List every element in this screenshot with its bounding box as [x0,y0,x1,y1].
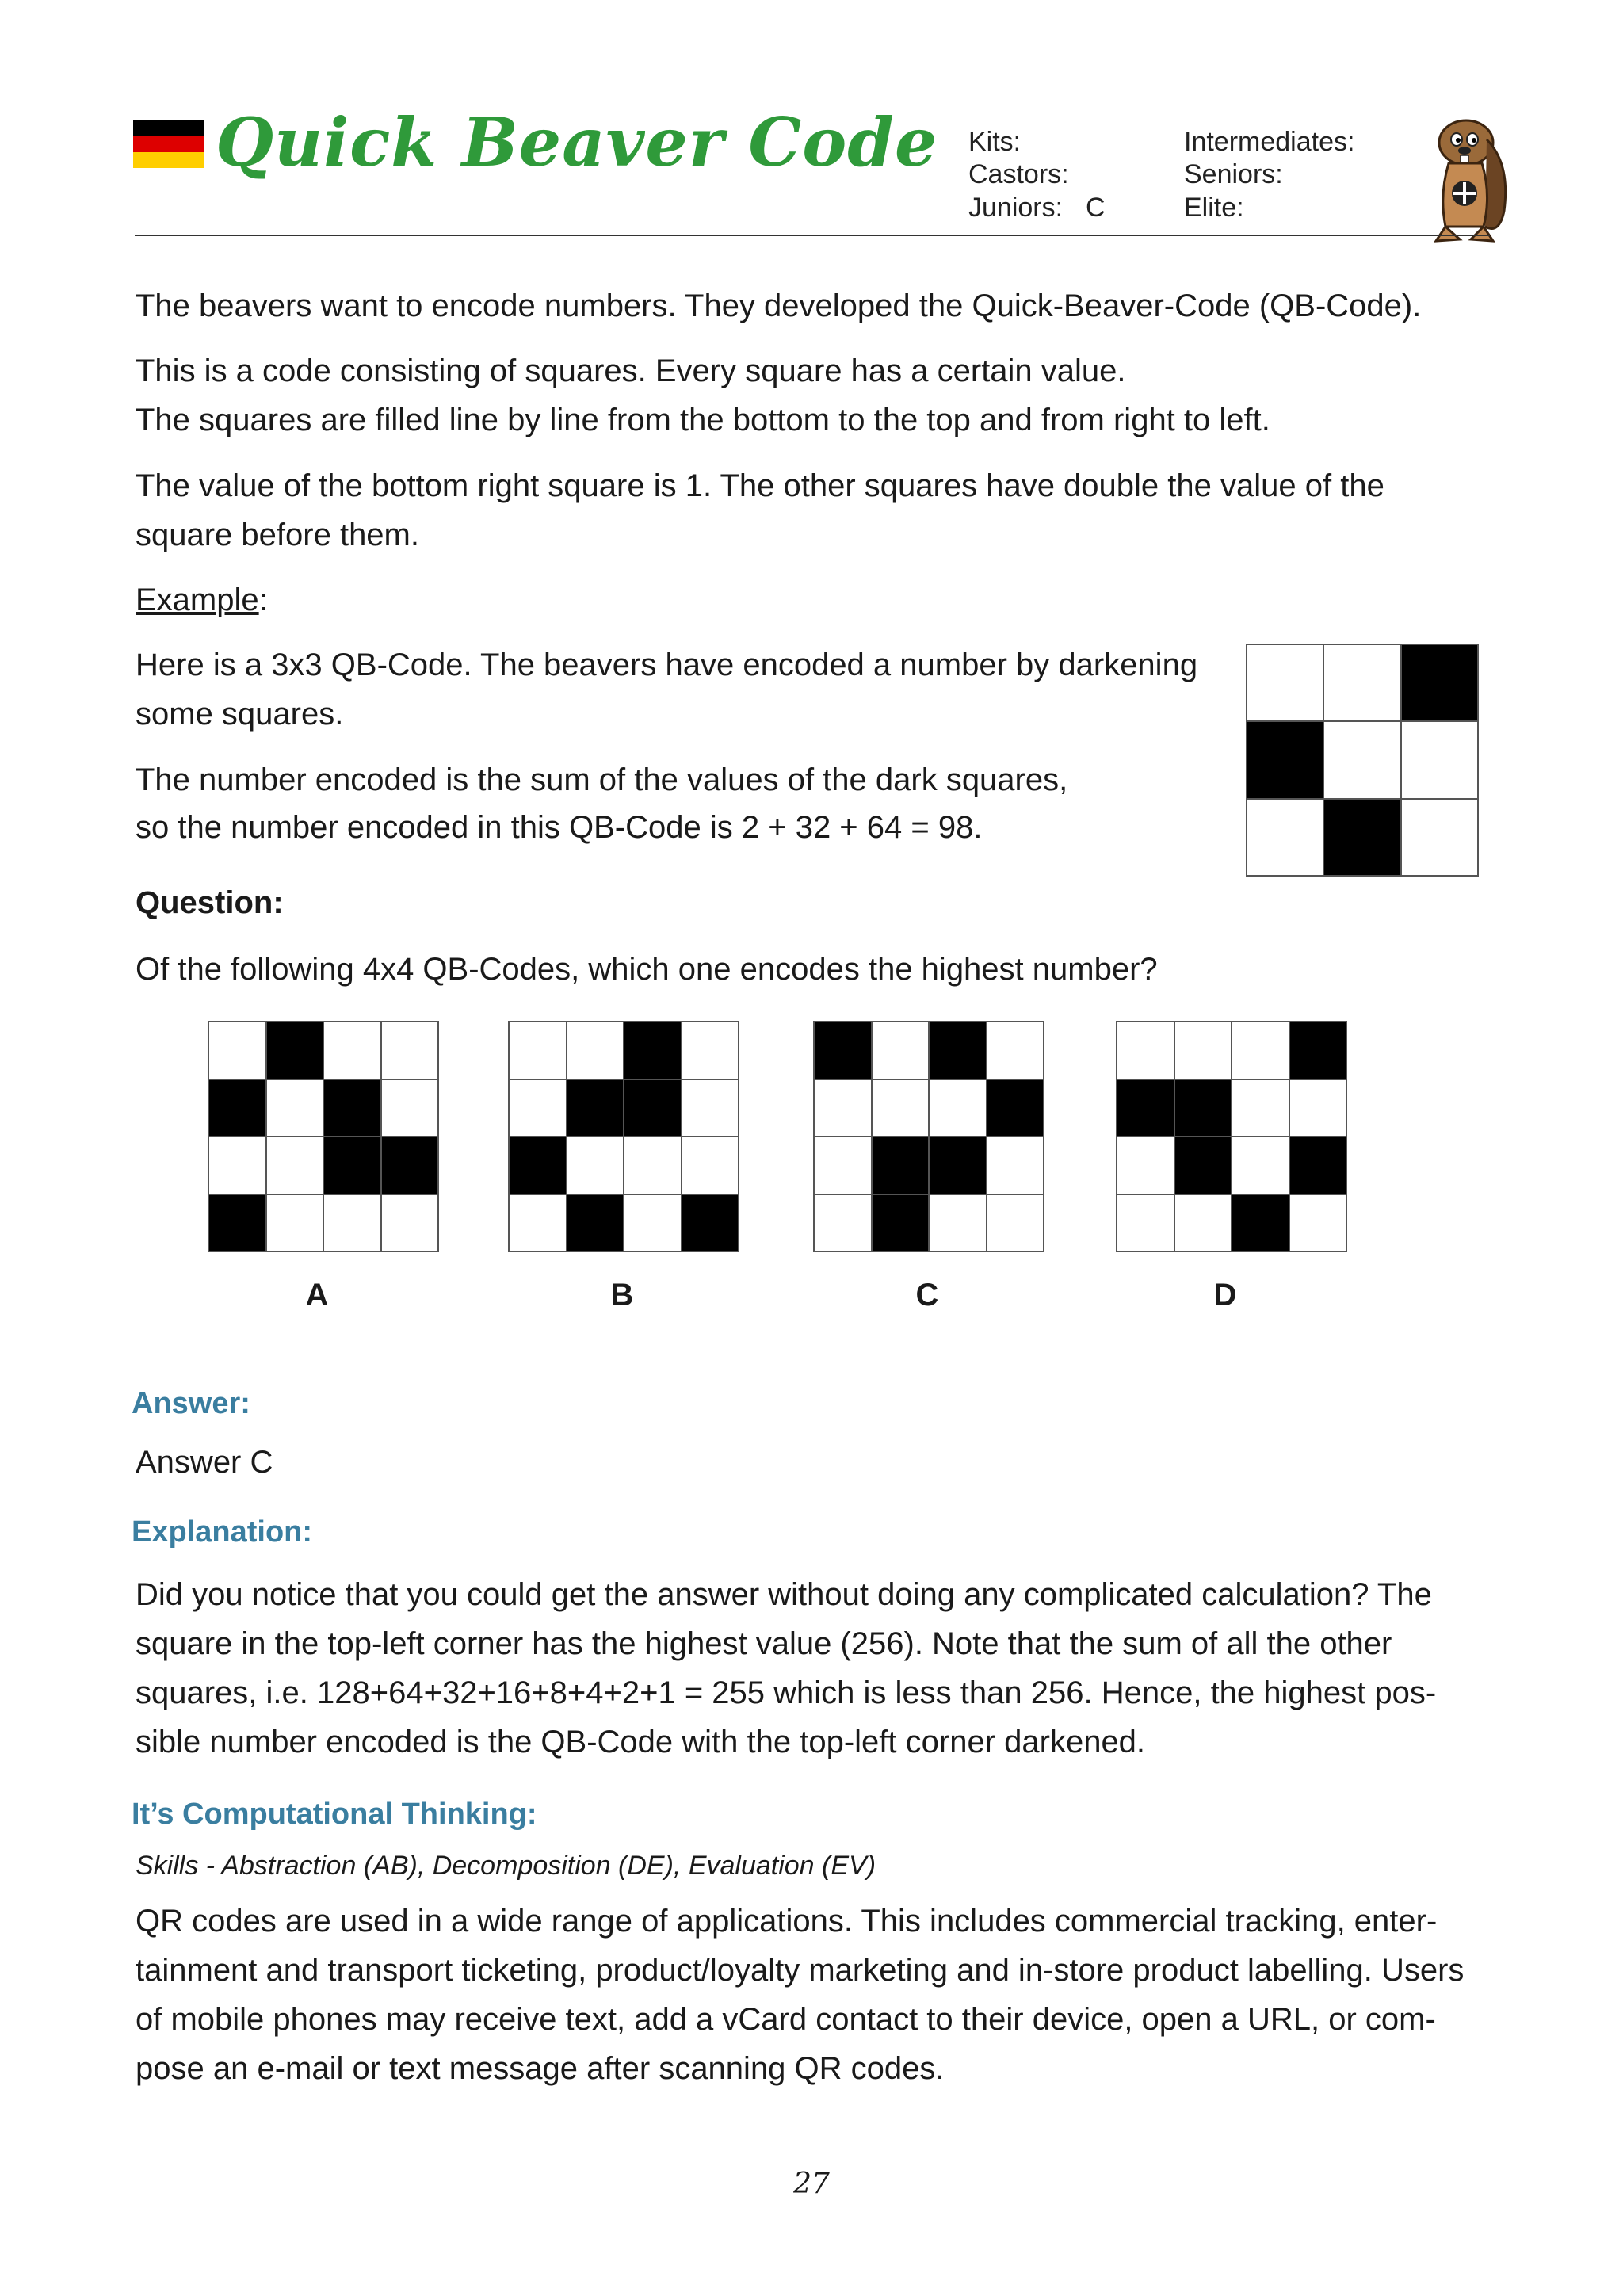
intro-paragraph-3b: square before them. [136,518,419,552]
page-number: 27 [793,2168,830,2200]
category-juniors: Juniors: [968,193,1064,223]
light-square [624,1137,681,1194]
light-square [815,1195,871,1251]
skills-line: Skills - Abstraction (AB), Decomposition (DE), Evaluation (EV) [136,1851,876,1881]
light-square [209,1022,265,1079]
example-text-1a: Here is a 3x3 QB-Code. The beavers have encoded a number by darkening [136,648,1198,682]
category-elite: Elite: [1184,193,1244,223]
light-square [1117,1022,1174,1079]
beaver-mascot-icon [1417,116,1512,246]
question-label: Question: [136,885,284,920]
light-square [1232,1137,1289,1194]
light-square [1175,1022,1232,1079]
light-square [682,1137,739,1194]
dark-square [873,1137,929,1194]
ct-line-3: of mobile phones may receive text, add a vCard contact to their device, open a URL, or com- [136,2002,1436,2037]
light-square [267,1195,323,1251]
light-square [624,1195,681,1251]
computational-thinking-label: It’s Computational Thinking: [132,1797,537,1831]
dark-square [1402,645,1477,720]
dark-square [324,1080,380,1137]
dark-square [1290,1137,1346,1194]
category-juniors-value: C [1086,193,1106,223]
intro-paragraph-2b: The squares are filled line by line from the bottom to the top and from right to left. [136,403,1270,437]
light-square [324,1022,380,1079]
light-square [1232,1080,1289,1137]
explanation-label: Explanation: [132,1515,313,1549]
category-intermediates: Intermediates: [1184,127,1355,157]
dark-square [930,1022,986,1079]
answer-text: Answer C [136,1445,273,1480]
dark-square [382,1137,438,1194]
explanation-line-3: squares, i.e. 128+64+32+16+8+4+2+1 = 255 which is less than 256. Hence, the highest pos- [136,1675,1437,1710]
ct-line-1: QR codes are used in a wide range of applications. This includes commercial tracking, enter- [136,1904,1438,1939]
dark-square [267,1022,323,1079]
dark-square [873,1195,929,1251]
light-square [987,1022,1044,1079]
category-castors: Castors: [968,159,1069,189]
option-b-grid[interactable] [508,1021,739,1252]
example-text-2a: The number encoded is the sum of the values of the dark squares, [136,762,1068,797]
light-square [1247,800,1323,875]
light-square [1117,1137,1174,1194]
light-square [324,1195,380,1251]
german-flag-icon [133,120,204,168]
light-square [510,1195,566,1251]
dark-square [1324,800,1400,875]
light-square [815,1080,871,1137]
question-text: Of the following 4x4 QB-Codes, which one encodes the highest number? [136,952,1158,987]
dark-square [1232,1195,1289,1251]
option-c-grid[interactable] [813,1021,1044,1252]
dark-square [324,1137,380,1194]
option-d-grid[interactable] [1116,1021,1347,1252]
light-square [682,1080,739,1137]
dark-square [567,1195,624,1251]
answer-label: Answer: [132,1387,250,1420]
light-square [382,1080,438,1137]
light-square [510,1080,566,1137]
dark-square [510,1137,566,1194]
light-square [1290,1080,1346,1137]
intro-paragraph-3a: The value of the bottom right square is 1. The other squares have double the value of the [136,468,1384,503]
light-square [1175,1195,1232,1251]
dark-square [624,1080,681,1137]
intro-paragraph-1: The beavers want to encode numbers. They developed the Quick-Beaver-Code (QB-Code). [136,288,1422,323]
light-square [567,1137,624,1194]
dark-square [1290,1022,1346,1079]
light-square [209,1137,265,1194]
option-a-label: A [305,1278,329,1312]
explanation-line-2: square in the top-left corner has the highest value (256). Note that the sum of all the other [136,1626,1392,1661]
option-d-label: D [1213,1278,1237,1312]
dark-square [682,1195,739,1251]
light-square [1324,645,1400,720]
option-a-grid[interactable] [208,1021,439,1252]
light-square [1247,645,1323,720]
light-square [682,1022,739,1079]
light-square [510,1022,566,1079]
intro-paragraph-2a: This is a code consisting of squares. Every square has a certain value. [136,353,1126,388]
category-kits: Kits: [968,127,1022,157]
dark-square [1175,1137,1232,1194]
dark-square [1117,1080,1174,1137]
light-square [567,1022,624,1079]
light-square [382,1022,438,1079]
light-square [1290,1195,1346,1251]
dark-square [624,1022,681,1079]
ct-line-4: pose an e-mail or text message after scanning QR codes. [136,2051,945,2086]
light-square [267,1137,323,1194]
dark-square [930,1137,986,1194]
light-square [930,1080,986,1137]
dark-square [987,1080,1044,1137]
light-square [930,1195,986,1251]
example-heading: Example: [136,583,268,617]
dark-square [1175,1080,1232,1137]
light-square [815,1137,871,1194]
ct-line-2: tainment and transport ticketing, product/loyalty marketing and in-store product labelling. Users [136,1953,1465,1988]
light-square [267,1080,323,1137]
example-text-1b: some squares. [136,697,344,732]
example-text-2b: so the number encoded in this QB-Code is 2 + 32 + 64 = 98. [136,810,983,845]
light-square [987,1195,1044,1251]
light-square [382,1195,438,1251]
explanation-line-4: sible number encoded is the QB-Code with the top-left corner darkened. [136,1725,1146,1759]
explanation-line-1: Did you notice that you could get the answer without doing any complicated calculation? The [136,1577,1432,1612]
light-square [987,1137,1044,1194]
dark-square [567,1080,624,1137]
light-square [1117,1195,1174,1251]
light-square [1402,722,1477,797]
page-title: Quick Beaver Code [216,103,938,181]
light-square [1402,800,1477,875]
category-seniors: Seniors: [1184,159,1283,189]
light-square [873,1080,929,1137]
light-square [873,1022,929,1079]
light-square [1324,722,1400,797]
light-square [1232,1022,1289,1079]
option-b-label: B [610,1278,634,1312]
dark-square [209,1080,265,1137]
header-divider [135,235,1490,236]
option-c-label: C [915,1278,939,1312]
dark-square [1247,722,1323,797]
example-qb-code-grid [1246,644,1479,877]
dark-square [815,1022,871,1079]
dark-square [209,1195,265,1251]
